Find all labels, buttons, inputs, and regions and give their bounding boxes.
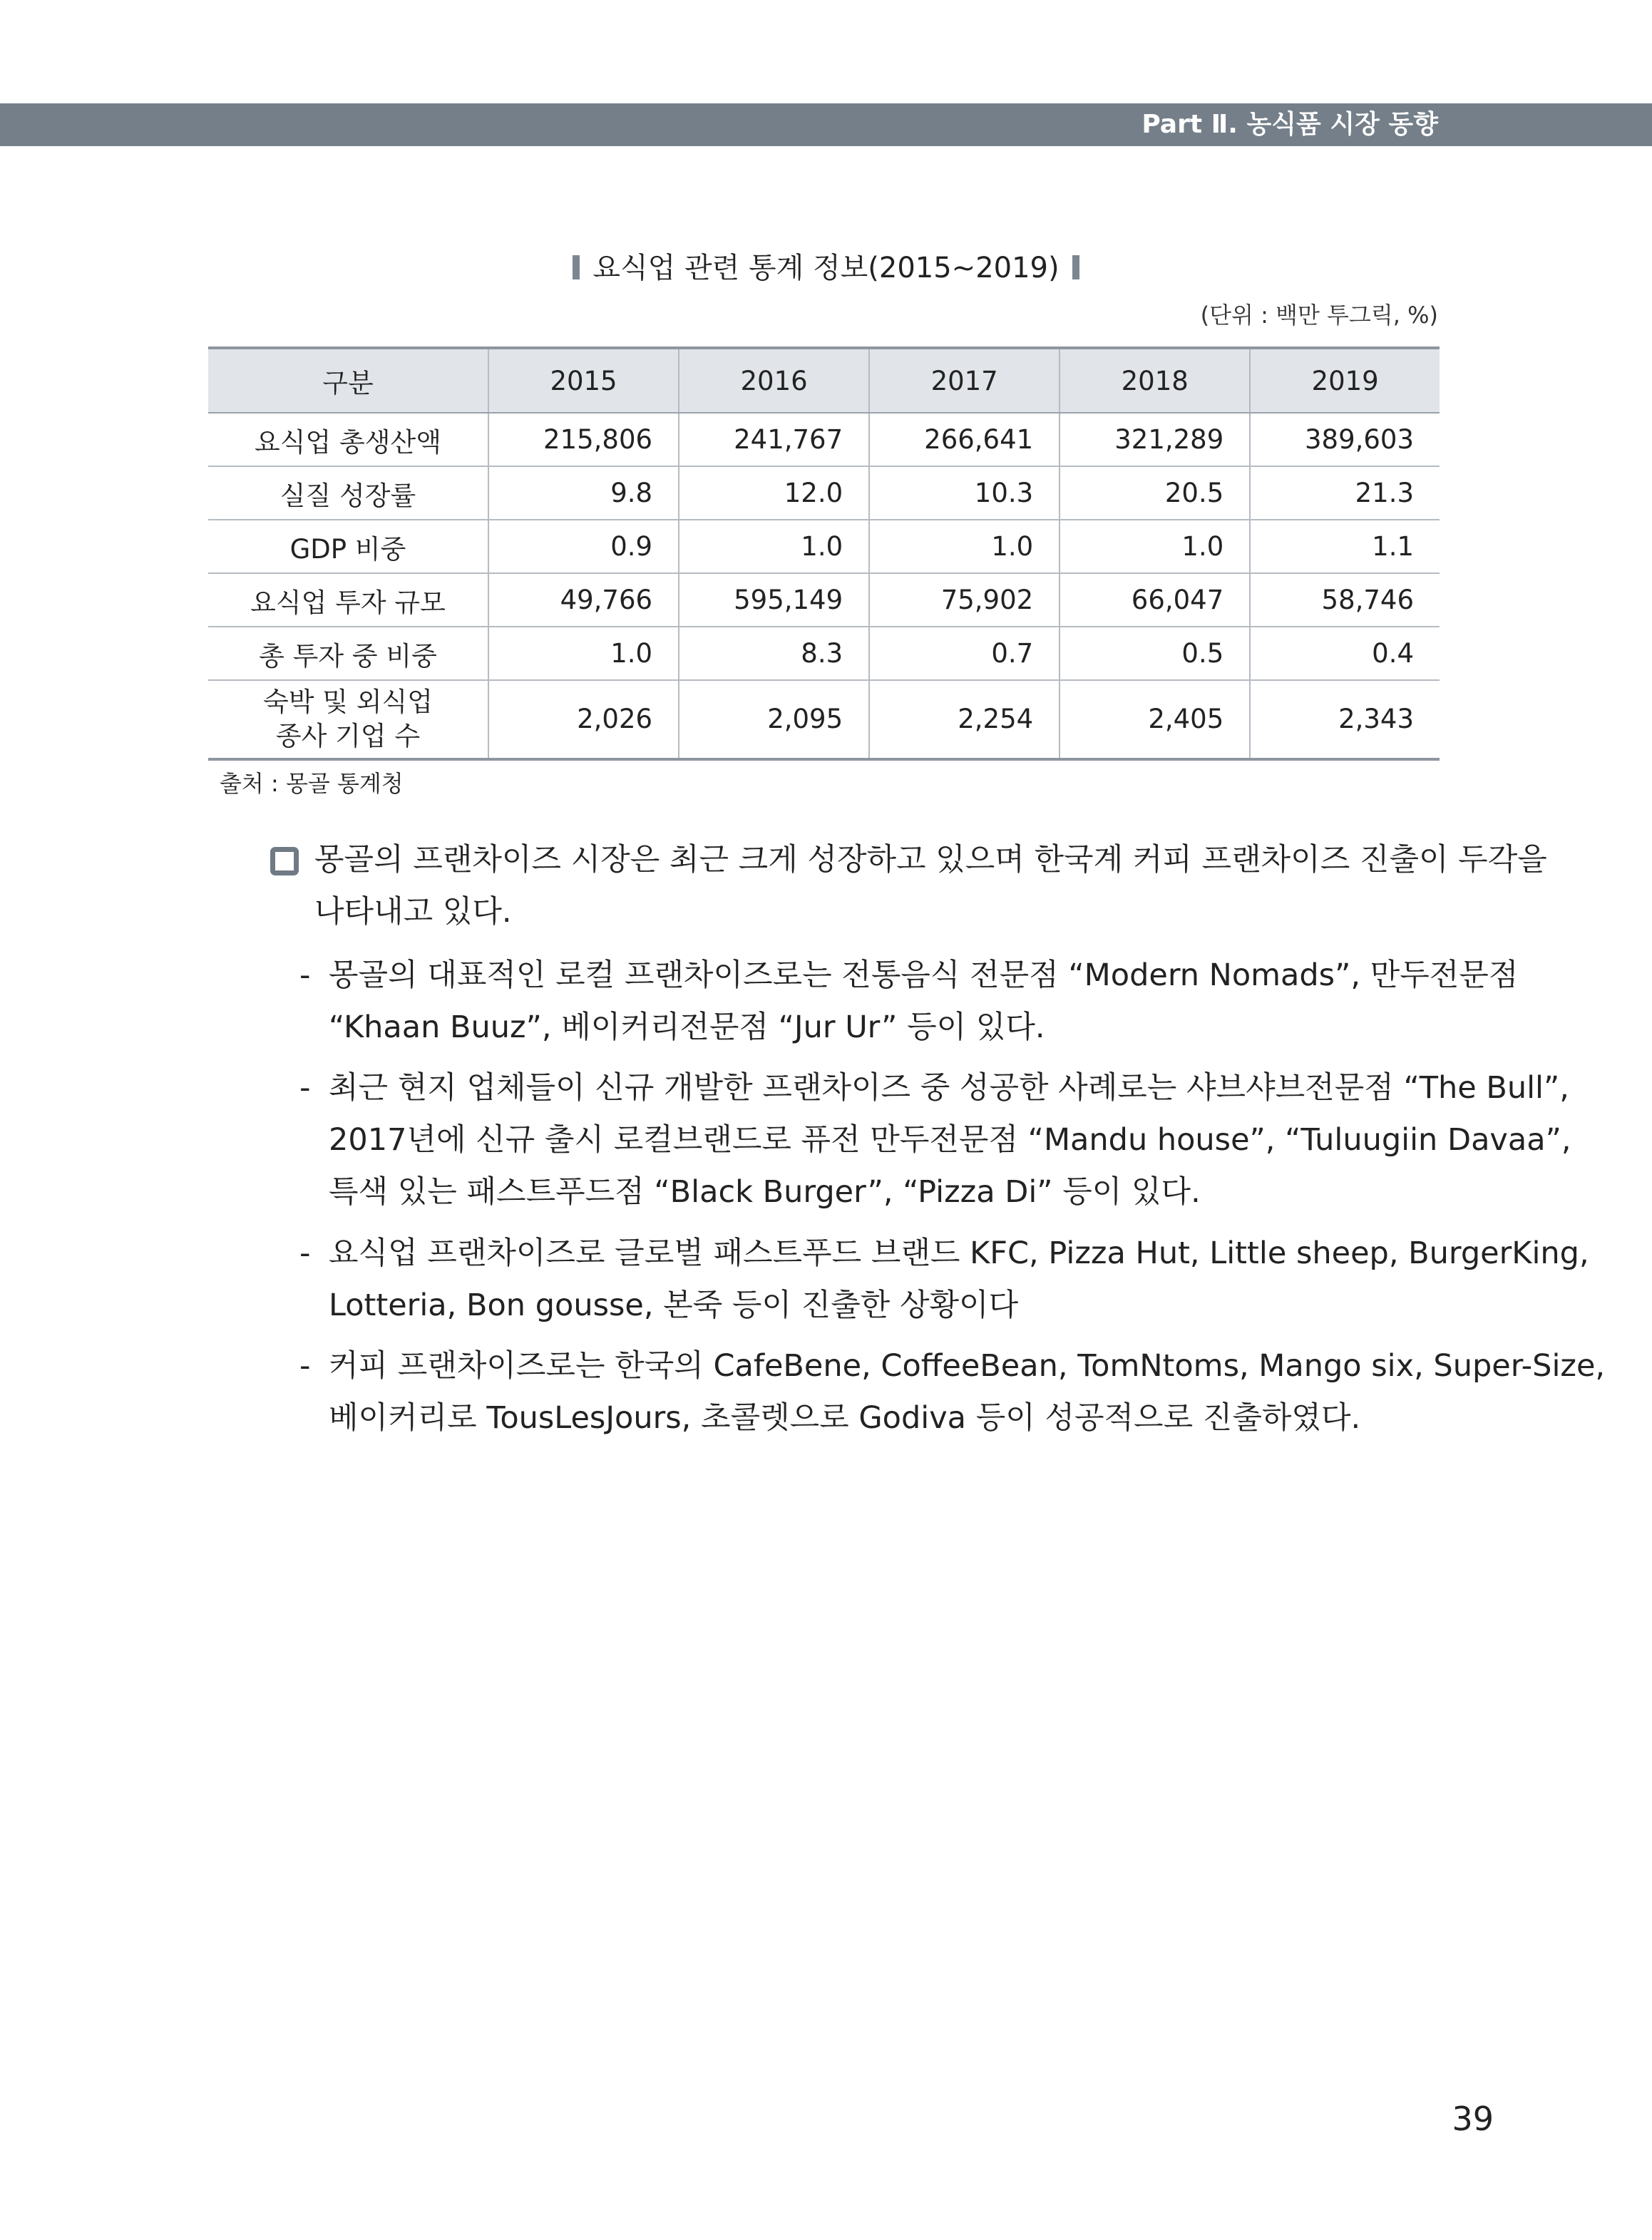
table-cell: 66,047	[1060, 573, 1250, 627]
table-cell: 0.7	[869, 627, 1060, 680]
text-line: 커피 프랜차이즈로는 한국의 CafeBene, CoffeeBean, TomNtoms, Mango six, Super-Size,	[329, 1348, 1606, 1384]
table-cell: 1.0	[679, 520, 869, 573]
list-item	[329, 1340, 1605, 1444]
section-header: Part Ⅱ. 농식품 시장 동향	[1141, 110, 1438, 139]
table-row	[208, 573, 1440, 627]
table-cell: 1.0	[869, 520, 1060, 573]
table-cell: 1.1	[1250, 520, 1440, 573]
text-line: 몽골의 대표적인 로컬 프랜차이즈로는 전통음식 전문점 “Modern Nomads”, 만두전문점	[329, 957, 1519, 993]
row-label-line: 요식업 투자 규모	[250, 587, 446, 618]
table-cell: 2,026	[488, 680, 679, 759]
table-row	[208, 627, 1440, 680]
dash-marker: -	[299, 957, 311, 993]
list-item	[329, 1062, 1571, 1218]
table-row	[208, 520, 1440, 573]
source-note: 출처 : 몽골 통계청	[220, 770, 404, 797]
table-cell: 10.3	[869, 466, 1060, 520]
dash-marker: -	[299, 1235, 311, 1271]
row-label	[208, 520, 488, 573]
table-cell: 595,149	[679, 573, 869, 627]
table-cell: 0.9	[488, 520, 679, 573]
table-cell: 215,806	[488, 413, 679, 466]
unit-note: (단위 : 백만 투그릭, %)	[1200, 302, 1438, 329]
table-title	[0, 248, 1652, 288]
table-cell: 49,766	[488, 573, 679, 627]
row-label-line: 실질 성장률	[279, 480, 416, 511]
list-item	[329, 1228, 1589, 1332]
dash-marker: -	[299, 1070, 311, 1106]
table-cell: 9.8	[488, 466, 679, 520]
table-row	[208, 466, 1440, 520]
dash-marker: -	[299, 1348, 311, 1384]
table-cell: 12.0	[679, 466, 869, 520]
column-header: 2016	[679, 348, 869, 413]
row-label	[208, 466, 488, 520]
text-line: 베이커리로 TousLesJours, 초콜렛으로 Godiva 등이 성공적으로 진출하였다.	[329, 1400, 1361, 1436]
text-line: Lotteria, Bon gousse, 본죽 등이 진출한 상황이다	[329, 1288, 1019, 1323]
list-item	[329, 950, 1518, 1054]
title-right-mark	[1072, 255, 1079, 279]
text-line: 최근 현지 업체들이 신규 개발한 프랜차이즈 중 성공한 사례로는 샤브샤브전문점 “The Bull”,	[329, 1070, 1569, 1106]
table-cell: 2,095	[679, 680, 869, 759]
stats-table	[208, 346, 1440, 761]
header-bar	[0, 103, 1652, 146]
table-cell: 1.0	[1060, 520, 1250, 573]
table-cell: 21.3	[1250, 466, 1440, 520]
table-cell: 1.0	[488, 627, 679, 680]
table-cell: 266,641	[869, 413, 1060, 466]
main-paragraph	[314, 834, 1547, 938]
table-cell: 0.5	[1060, 627, 1250, 680]
column-header: 구분	[208, 348, 488, 413]
table-cell: 20.5	[1060, 466, 1250, 520]
row-label	[208, 627, 488, 680]
column-header: 2017	[869, 348, 1060, 413]
table-row	[208, 680, 1440, 759]
text-line: “Khaan Buuz”, 베이커리전문점 “Jur Ur” 등이 있다.	[329, 1009, 1045, 1045]
text-line: 나타내고 있다.	[314, 894, 512, 930]
row-label	[208, 573, 488, 627]
table-cell: 389,603	[1250, 413, 1440, 466]
page-number: 39	[1452, 2100, 1494, 2138]
row-label	[208, 680, 488, 759]
table-cell: 75,902	[869, 573, 1060, 627]
title-left-mark	[573, 255, 580, 279]
table-cell: 2,254	[869, 680, 1060, 759]
row-label-line: 요식업 총생산액	[255, 426, 441, 458]
table-cell: 2,343	[1250, 680, 1440, 759]
table-cell: 2,405	[1060, 680, 1250, 759]
column-header: 2018	[1060, 348, 1250, 413]
text-line: 요식업 프랜차이즈로 글로벌 패스트푸드 브랜드 KFC, Pizza Hut, Little sheep, BurgerKing,	[329, 1235, 1589, 1271]
column-header: 2019	[1250, 348, 1440, 413]
table-title-text: 요식업 관련 통계 정보(2015~2019)	[592, 252, 1060, 284]
row-label	[208, 413, 488, 466]
table-header-row	[208, 348, 1440, 413]
row-label-line: 총 투자 중 비중	[259, 640, 437, 672]
row-label-line: GDP 비중	[289, 533, 406, 565]
table-cell: 321,289	[1060, 413, 1250, 466]
row-label-line: 종사 기업 수	[275, 721, 421, 751]
text-line: 특색 있는 패스트푸드점 “Black Burger”, “Pizza Di” 등이 있다.	[329, 1174, 1201, 1210]
table-cell: 0.4	[1250, 627, 1440, 680]
table-cell: 8.3	[679, 627, 869, 680]
table-cell: 241,767	[679, 413, 869, 466]
row-label-line: 숙박 및 외식업	[263, 687, 433, 717]
text-line: 몽골의 프랜차이즈 시장은 최근 크게 성장하고 있으며 한국계 커피 프랜차이즈 진출이 두각을	[314, 842, 1547, 878]
column-header: 2015	[488, 348, 679, 413]
table-row	[208, 413, 1440, 466]
table-cell: 58,746	[1250, 573, 1440, 627]
square-bullet-icon	[270, 847, 299, 875]
text-line: 2017년에 신규 출시 로컬브랜드로 퓨전 만두전문점 “Mandu house”, “Tuluugiin Davaa”,	[329, 1122, 1571, 1158]
